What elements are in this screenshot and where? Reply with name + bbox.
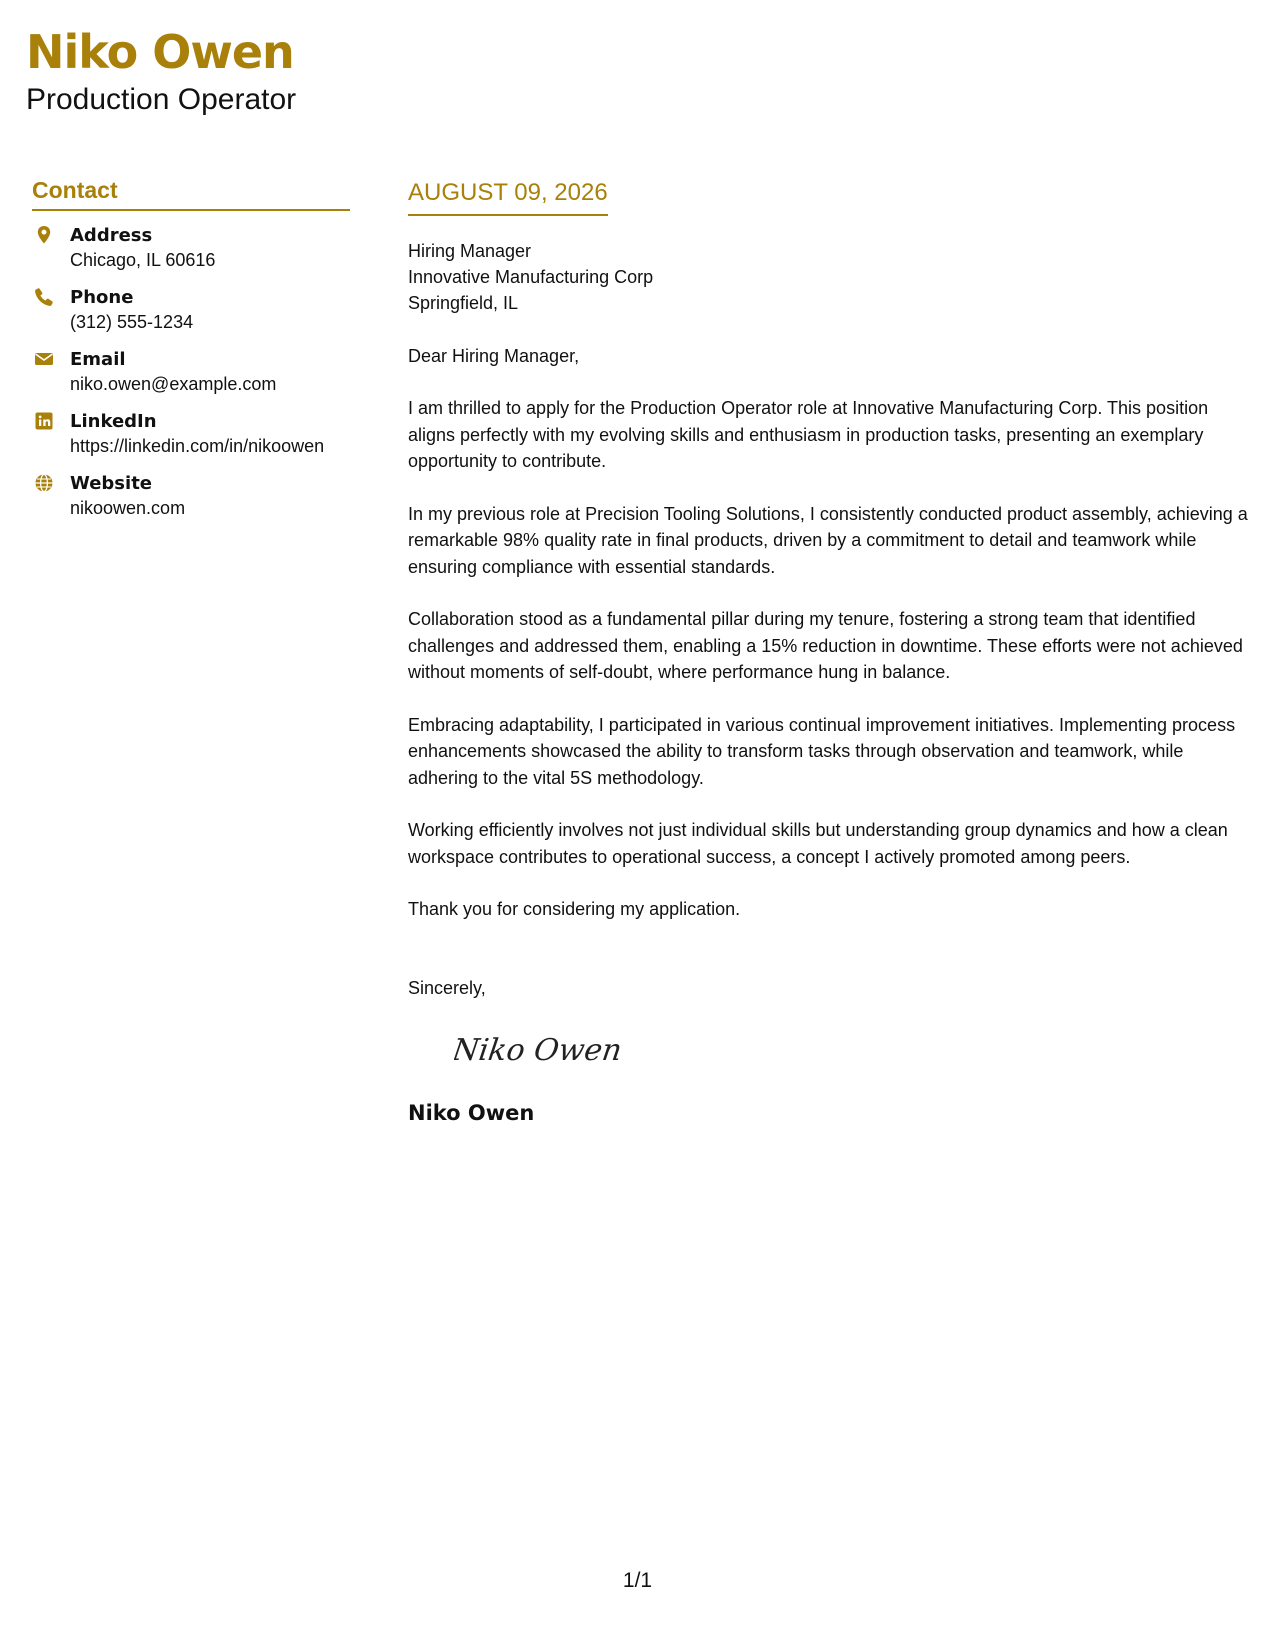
contact-item-email [32, 347, 350, 397]
contact-item-address [32, 223, 350, 273]
contact-item-linkedin [32, 409, 350, 459]
closing: Sincerely, [408, 977, 486, 998]
linkedin-icon [34, 411, 54, 431]
handwritten-signature [454, 1027, 1252, 1071]
signer-name: Niko Owen [408, 1100, 535, 1125]
contact-value-website[interactable]: nikoowen.com [70, 498, 186, 518]
contact-label-phone: Phone [70, 287, 134, 308]
body-paragraph: Thank you for considering my application. [408, 899, 741, 919]
resume-header [26, 22, 296, 118]
contact-sidebar [32, 176, 350, 533]
recipient-line: Hiring Manager [408, 241, 532, 261]
contact-value-address: Chicago, IL 60616 [70, 250, 216, 270]
body-paragraph: Working efficiently involves not just individual skills but understanding group dynamics and how a clean workspace contributes to operational success, a concept I actively promoted among peers. [408, 820, 1228, 867]
letter-body [408, 178, 1252, 1127]
contact-label-address: Address [70, 225, 153, 246]
signature-text: Niko Owen [454, 1032, 624, 1068]
contact-heading: Contact [32, 176, 350, 211]
recipient-location: Springfield, IL [408, 293, 519, 313]
body-paragraph: In my previous role at Precision Tooling Solutions, I consistently conducted product assembly, achieving a remarkable 98% quality rate in final products, driven by a commitment to detail and teamwork while ensuring compliance with essential standards. [408, 503, 1248, 577]
contact-label-email: Email [70, 349, 126, 370]
page-number: 1/1 [622, 1569, 653, 1592]
location-pin-icon [34, 225, 54, 245]
applicant-title: Production Operator [26, 83, 297, 116]
envelope-icon [34, 349, 54, 369]
phone-icon [34, 287, 54, 307]
recipient-block [408, 238, 1252, 316]
body-paragraph: Collaboration stood as a fundamental pillar during my tenure, fostering a strong team that identified challenges and addressed them, enabling a 15% reduction in downtime. These efforts were not achieved without moments of self-doubt, where performance hung in balance. [408, 609, 1243, 682]
body-paragraph: I am thrilled to apply for the Production Operator role at Innovative Manufacturing Corp. This position aligns perfectly with my evolving skills and enthusiasm in production tasks, presenting an exemplary opportunity to contribute. [408, 398, 1209, 471]
contact-label-linkedin: LinkedIn [70, 411, 157, 432]
recipient-company: Innovative Manufacturing Corp [408, 267, 654, 287]
contact-value-email[interactable]: niko.owen@example.com [70, 374, 277, 394]
contact-label-website: Website [70, 473, 153, 494]
contact-value-linkedin[interactable]: https://linkedin.com/in/nikoowen [70, 436, 325, 456]
contact-item-phone [32, 285, 350, 335]
globe-icon [34, 473, 54, 493]
body-paragraph: Embracing adaptability, I participated in various continual improvement initiatives. Implementing process enhancements showcased the ability to transform tasks through observation and teamwork, while adhering to the vital 5S methodology. [408, 714, 1236, 788]
letter-date: AUGUST 09, 2026 [408, 178, 608, 216]
contact-value-phone: (312) 555-1234 [70, 312, 194, 332]
contact-item-website [32, 471, 350, 521]
applicant-name: Niko Owen [26, 25, 294, 79]
salutation: Dear Hiring Manager, [408, 346, 580, 366]
